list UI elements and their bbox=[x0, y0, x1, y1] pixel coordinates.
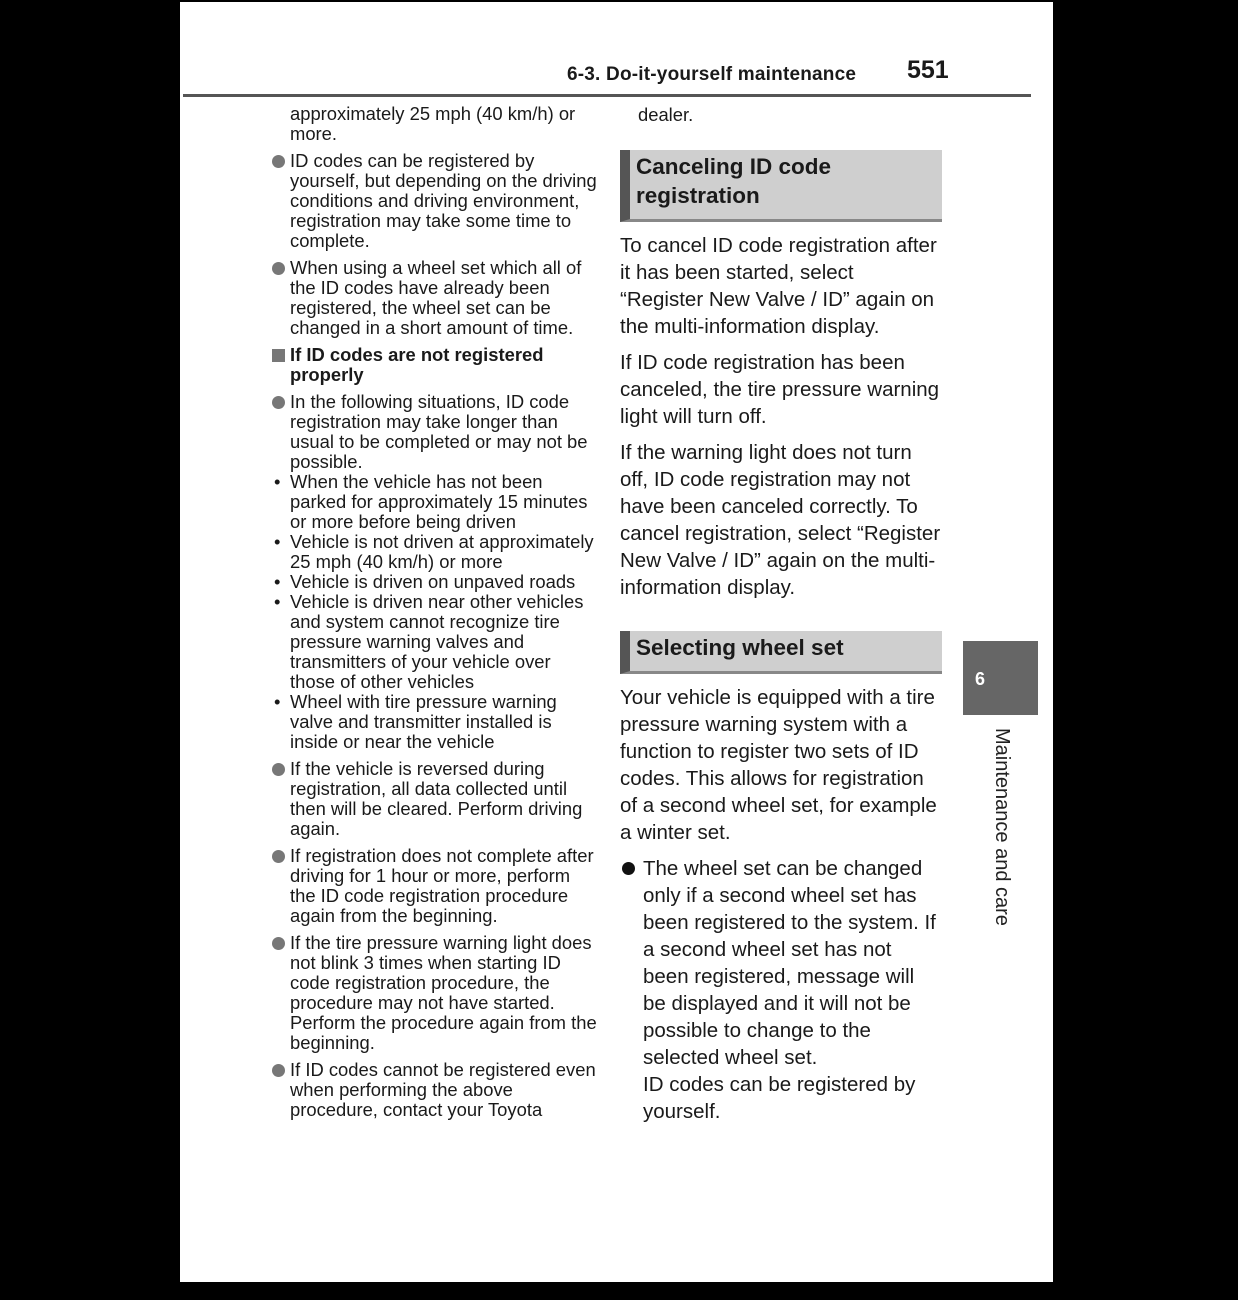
small-bullet-icon: • bbox=[274, 691, 281, 712]
bullet-dot-icon bbox=[272, 850, 285, 863]
section-title: 6-3. Do-it-yourself maintenance bbox=[567, 64, 857, 85]
chapter-label: Maintenance and care bbox=[991, 728, 1013, 926]
bullet-dot-icon bbox=[622, 862, 635, 875]
bullet-item: If ID codes cannot be registered even when performing the above procedure, contact your Toyota bbox=[272, 1060, 597, 1120]
bullet-item: If the vehicle is reversed during registration, all data collected until then will be cleared. Perform driving again. bbox=[272, 759, 597, 839]
small-bullet-icon: • bbox=[274, 571, 281, 592]
sub-list-item: • When the vehicle has not been parked for approximately 15 minutes or more before being driven bbox=[274, 471, 588, 532]
bullet-item: When using a wheel set which all of the ID codes have already been registered, the wheel set can be changed in a short amount of time. bbox=[272, 258, 597, 338]
bullet-item: The wheel set can be changed only if a second wheel set has been registered to the system. If a second wheel set has not been registered, message will be displayed and it will not be possible to change to the selected wheel set. ID codes can be registered by yourself. bbox=[620, 855, 942, 1125]
sub-list-item: • Vehicle is driven on unpaved roads bbox=[274, 571, 576, 592]
continued-text: dealer. bbox=[638, 104, 694, 125]
small-bullet-icon: • bbox=[274, 531, 281, 552]
bullet-dot-icon bbox=[272, 937, 285, 950]
sub-list-item: • Vehicle is not driven at approximately 25 mph (40 km/h) or more bbox=[274, 531, 594, 572]
small-bullet-icon: • bbox=[274, 471, 281, 492]
continued-text: approximately 25 mph (40 km/h) or more. bbox=[290, 103, 576, 144]
chapter-tab bbox=[963, 641, 1038, 715]
bullet-item: If the tire pressure warning light does not blink 3 times when starting ID code registration procedure, the procedure may not have started. Perform the procedure again from the beginning. bbox=[272, 933, 597, 1053]
bullet-item: ID codes can be registered by yourself, but depending on the driving conditions and driving environment, registration may take some time to complete. bbox=[272, 151, 597, 251]
bullet-dot-icon bbox=[272, 262, 285, 275]
sub-list-item: • Wheel with tire pressure warning valve and transmitter installed is inside or near the vehicle bbox=[274, 691, 557, 752]
paragraph: Your vehicle is equipped with a tire pressure warning system with a function to register two sets of ID codes. This allows for registration of a second wheel set, for example a winter set. bbox=[620, 686, 937, 844]
page-header bbox=[183, 58, 1031, 97]
bullet-item: If registration does not complete after driving for 1 hour or more, perform the ID code registration procedure again from the beginning. bbox=[272, 846, 597, 926]
square-marker-icon bbox=[272, 349, 285, 362]
paragraph: If the warning light does not turn off, ID code registration may not have been canceled correctly. To cancel registration, select “Register New Valve / ID” again on the multi-information display. bbox=[620, 441, 941, 599]
paragraph: If ID code registration has been canceled, the tire pressure warning light will turn off. bbox=[620, 351, 940, 428]
sub-list-item: • Vehicle is driven near other vehicles and system cannot recognize tire pressure warning valves and transmitters of your vehicle over those of other vehicles bbox=[274, 591, 584, 692]
left-column bbox=[272, 104, 597, 1127]
subheading: If ID codes are not registered properly bbox=[272, 345, 597, 385]
small-bullet-icon: • bbox=[274, 591, 281, 612]
right-column bbox=[620, 104, 942, 1125]
chapter-number: 6 bbox=[975, 669, 986, 689]
manual-page bbox=[180, 2, 1053, 1282]
bullet-dot-icon bbox=[272, 763, 285, 776]
bullet-dot-icon bbox=[272, 1064, 285, 1077]
section-heading-selecting: Selecting wheel set bbox=[620, 631, 942, 674]
bullet-item: In the following situations, ID code registration may take longer than usual to be completed or may not be possible. bbox=[272, 392, 597, 472]
page-number: 551 bbox=[907, 56, 949, 84]
bullet-dot-icon bbox=[272, 396, 285, 409]
paragraph: To cancel ID code registration after it has been started, select “Register New Valve / ID” again on the multi-information display. bbox=[620, 234, 937, 338]
section-heading-canceling: Canceling ID code registration bbox=[620, 150, 942, 222]
bullet-dot-icon bbox=[272, 155, 285, 168]
